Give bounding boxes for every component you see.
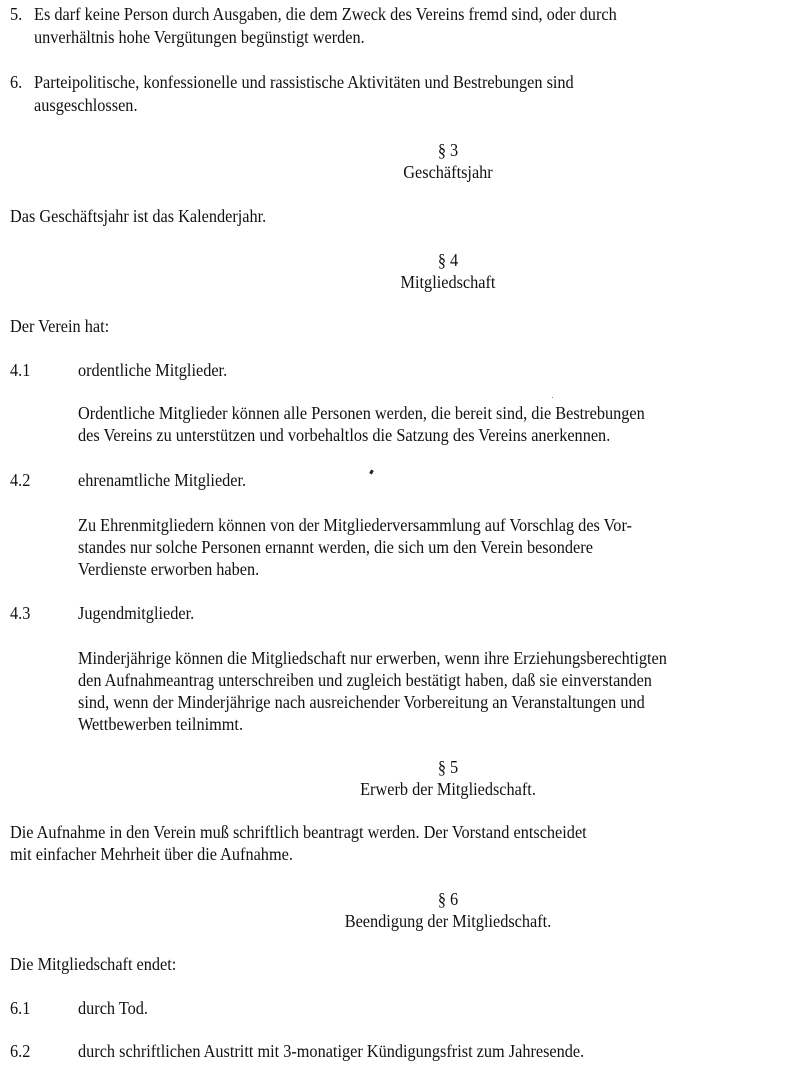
subitem-text-line: Verdienste erworben haben.	[78, 559, 260, 579]
item-text-line: Parteipolitische, konfessionelle und rassistische Aktivitäten und Bestrebungen sind	[34, 72, 574, 92]
subitem-label: ehrenamtliche Mitglieder.	[78, 470, 247, 490]
subitem-text-line: standes nur solche Personen ernannt werden, die sich um den Verein besondere	[78, 537, 593, 557]
subitem-label: ordentliche Mitglieder.	[78, 360, 228, 380]
section-title: Erwerb der Mitgliedschaft.	[360, 779, 536, 799]
subitem-number: 4.1	[10, 360, 31, 380]
subitem-label: durch schriftlichen Austritt mit 3-monatiger Kündigungsfrist zum Jahresende.	[78, 1041, 585, 1061]
section-title: Beendigung der Mitgliedschaft.	[344, 911, 552, 931]
subitem-number: 6.2	[10, 1041, 31, 1061]
section-number: § 3	[437, 140, 459, 160]
section-intro: Der Verein hat:	[10, 316, 110, 336]
subitem-number: 4.3	[10, 603, 31, 623]
section-body: Das Geschäftsjahr ist das Kalenderjahr.	[10, 206, 267, 226]
section-body-line: Die Aufnahme in den Verein muß schriftlich beantragt werden. Der Vorstand entscheidet	[10, 822, 587, 842]
scan-speck	[369, 470, 374, 475]
subitem-text-line: Zu Ehrenmitgliedern können von der Mitgliederversammlung auf Vorschlag des Vor-	[78, 515, 632, 535]
subitem-text-line: des Vereins zu unterstützen und vorbehaltlos die Satzung des Vereins anerkennen.	[78, 425, 611, 445]
section-title: Geschäftsjahr	[403, 162, 493, 182]
section-intro: Die Mitgliedschaft endet:	[10, 954, 177, 974]
section-number: § 4	[437, 250, 459, 270]
subitem-number: 6.1	[10, 998, 31, 1018]
subitem-text-line: den Aufnahmeantrag unterschreiben und zugleich bestätigt haben, daß sie einverstanden	[78, 670, 652, 690]
section-title: Mitgliedschaft	[400, 272, 496, 292]
section-body-line: mit einfacher Mehrheit über die Aufnahme.	[10, 844, 293, 864]
subitem-label: Jugendmitglieder.	[78, 603, 195, 623]
item-number: 5.	[10, 4, 23, 24]
item-text-line: ausgeschlossen.	[34, 95, 138, 115]
subitem-text-line: Ordentliche Mitglieder können alle Personen werden, die bereit sind, die Bestrebungen	[78, 403, 645, 423]
section-number: § 6	[437, 889, 459, 909]
subitem-number: 4.2	[10, 470, 31, 490]
section-number: § 5	[437, 757, 459, 777]
subitem-label: durch Tod.	[78, 998, 148, 1018]
subitem-text-line: Wettbewerben teilnimmt.	[78, 714, 244, 734]
item-text-line: unverhältnis hohe Vergütungen begünstigt werden.	[34, 27, 365, 47]
item-number: 6.	[10, 72, 23, 92]
subitem-text-line: Minderjährige können die Mitgliedschaft nur erwerben, wenn ihre Erziehungsberechtigten	[78, 648, 667, 668]
item-text-line: Es darf keine Person durch Ausgaben, die dem Zweck des Vereins fremd sind, oder durch	[34, 4, 617, 24]
scan-speck	[552, 397, 553, 398]
subitem-text-line: sind, wenn der Minderjährige nach ausreichender Vorbereitung an Veranstaltungen und	[78, 692, 645, 712]
